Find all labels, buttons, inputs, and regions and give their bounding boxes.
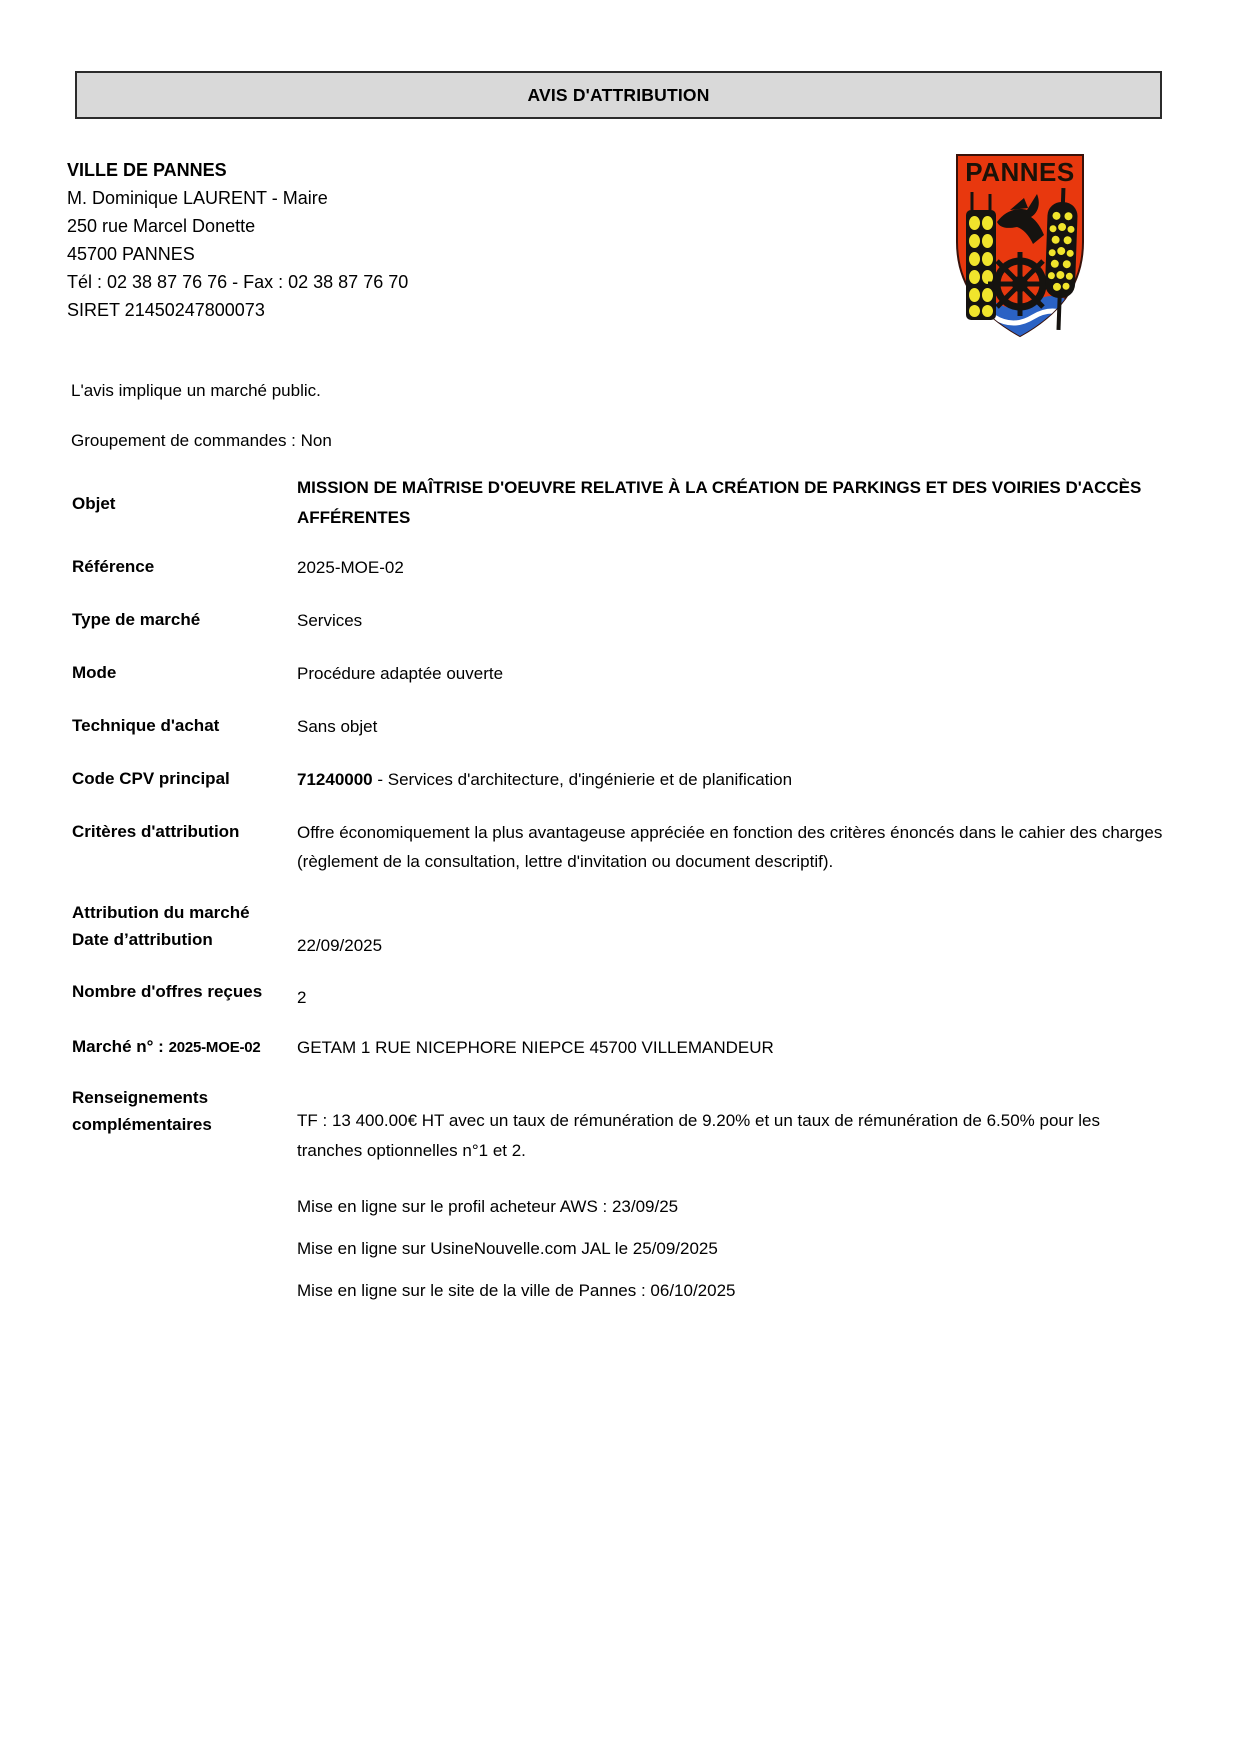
field-row-renseignements [72, 1084, 1163, 1166]
spacer [72, 1236, 297, 1262]
field-value: MISSION DE MAÎTRISE D'OEUVRE RELATIVE À LA CRÉATION DE PARKINGS ET DES VOIRIES D'ACCÈS AFFÉRENTES [297, 478, 1142, 527]
field-row-code-cpv [72, 765, 1163, 794]
field-label: Objet [72, 493, 116, 513]
field-value: 22/09/2025 [297, 936, 383, 955]
page-title: AVIS D'ATTRIBUTION [527, 84, 710, 105]
field-value: Sans objet [297, 717, 378, 736]
publication-line: Mise en ligne sur le profil acheteur AWS : 23/09/25 [297, 1197, 679, 1216]
document-title-banner [75, 71, 1162, 119]
publication-line: Mise en ligne sur UsineNouvelle.com JAL le 25/09/2025 [297, 1239, 718, 1258]
field-label: Nombre d'offres reçues [72, 982, 263, 1001]
issuer-city-line: 45700 PANNES [67, 244, 195, 264]
field-row-mode [72, 659, 1163, 688]
marche-label-prefix: Marché n° : [72, 1037, 164, 1056]
field-row-reference [72, 553, 1163, 582]
publication-row [72, 1278, 1163, 1304]
publication-row [72, 1194, 1163, 1220]
field-row-technique-achat [72, 712, 1163, 741]
field-label: Technique d'achat [72, 716, 220, 735]
field-label: Date d’attribution [72, 930, 213, 949]
field-label [72, 1033, 297, 1062]
field-row-criteres [72, 818, 1163, 876]
issuer-phone-line: Tél : 02 38 87 76 76 - Fax : 02 38 87 76 70 [67, 272, 409, 292]
field-value: 2025-MOE-02 [297, 558, 404, 577]
field-row-marche-numero [72, 1033, 1163, 1062]
field-row-type-marche [72, 606, 1163, 635]
field-label: Critères d'attribution [72, 822, 240, 841]
publication-line: Mise en ligne sur le site de la ville de Pannes : 06/10/2025 [297, 1281, 736, 1300]
field-value [297, 765, 1163, 794]
attribution-section-heading: Attribution du marché [72, 903, 250, 922]
spacer [72, 1278, 297, 1304]
mill-wheel-icon [988, 252, 1052, 316]
awarded-company: GETAM 1 RUE NICEPHORE NIEPCE 45700 VILLEMANDEUR [297, 1038, 774, 1057]
field-label: Référence [72, 557, 155, 576]
issuer-name: VILLE DE PANNES [67, 160, 227, 180]
field-row-objet [72, 473, 1163, 533]
spacer [72, 1194, 297, 1220]
field-value: Services [297, 611, 363, 630]
coat-of-arms-icon [950, 150, 1090, 340]
field-label: Renseignements complémentaires [72, 1088, 212, 1134]
cpv-description: - Services d'architecture, d'ingénierie et de planification [372, 770, 793, 789]
marche-reference: 2025-MOE-02 [168, 1039, 261, 1056]
header-row [67, 156, 1241, 345]
issuer-siret-line: SIRET 21450247800073 [67, 300, 265, 320]
field-value: Procédure adaptée ouverte [297, 664, 504, 683]
field-row-nombre-offres [72, 978, 1163, 1011]
issuer-contact-line: M. Dominique LAURENT - Maire [67, 188, 328, 208]
field-label: Type de marché [72, 610, 201, 629]
logo-text: PANNES [965, 157, 1075, 187]
field-value: TF : 13 400.00€ HT avec un taux de rémunération de 9.20% et un taux de rémunération de 6.50% pour les tranches optionnelles n°1 et 2. [297, 1111, 1100, 1160]
field-row-date-attribution [72, 926, 1163, 959]
field-value: Offre économiquement la plus avantageuse appréciée en fonction des critères énoncés dans le cahier des charges (règlement de la consultation, lettre d'invitation ou document descriptif). [297, 823, 1163, 871]
issuer-address-block [67, 156, 950, 345]
field-value: 2 [297, 988, 307, 1007]
cpv-code: 71240000 [297, 770, 373, 789]
pannes-coat-of-arms [950, 150, 1090, 345]
field-label: Mode [72, 663, 117, 682]
publication-row [72, 1236, 1163, 1262]
public-market-notice-line: L'avis implique un marché public. [71, 381, 321, 400]
notice-fields-table [72, 473, 1163, 1304]
wheat-ear-icon [966, 192, 996, 320]
order-grouping-line: Groupement de commandes : Non [71, 431, 332, 450]
issuer-street-line: 250 rue Marcel Donette [67, 216, 256, 236]
field-label: Code CPV principal [72, 769, 230, 788]
